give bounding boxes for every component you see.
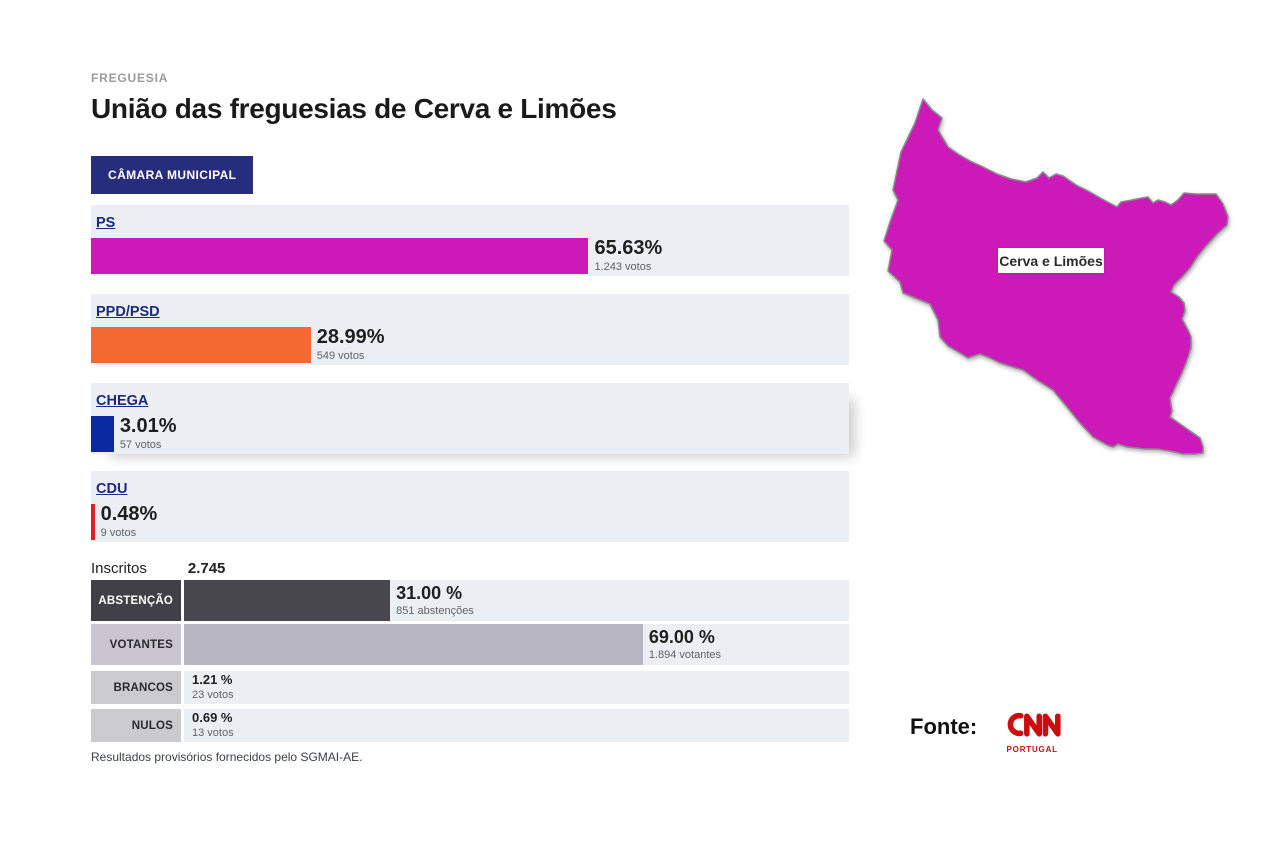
party-vote-bar: [91, 238, 588, 274]
party-votes: 1.243 votos: [594, 261, 652, 274]
inscritos-value: 2.745: [187, 560, 226, 577]
turnout-row-nulos: [91, 709, 849, 742]
kicker-label: FREGUESIA: [91, 71, 169, 85]
party-pct: 65.63%: [594, 237, 663, 260]
party-link-ps[interactable]: PS: [96, 215, 116, 231]
source-label: Fonte:: [910, 714, 978, 739]
turnout-pct: 31.00 %: [396, 582, 463, 603]
party-pct: 28.99%: [316, 326, 385, 349]
freguesia-map: [880, 90, 1272, 470]
turnout-detail: 23 votos: [192, 689, 234, 702]
map-region-shape[interactable]: [880, 90, 1272, 470]
party-vote-bar: [91, 416, 114, 452]
turnout-row-label: BRANCOS: [91, 671, 181, 704]
party-votes: 549 votos: [316, 350, 365, 363]
party-card-ps: [91, 205, 849, 276]
turnout-pct: 69.00 %: [648, 626, 715, 647]
party-pct: 3.01%: [119, 415, 177, 438]
party-vote-bar: [91, 504, 95, 540]
party-link-cdu[interactable]: CDU: [96, 481, 128, 497]
party-card-cdu: [91, 471, 849, 542]
party-votes: 9 votos: [100, 527, 137, 540]
turnout-row-abstencao: [91, 580, 849, 621]
page-title: União das freguesias de Cerva e Limões: [91, 93, 617, 124]
cnn-portugal-logo-text: PORTUGAL: [1006, 745, 1058, 754]
party-card-chega: [91, 383, 849, 454]
turnout-bar: [184, 624, 643, 665]
turnout-detail: 1.894 votantes: [648, 648, 722, 661]
turnout-row-votantes: [91, 624, 849, 665]
inscritos-row: [91, 560, 849, 577]
cnn-portugal-logo-icon: [1001, 708, 1063, 754]
results-footnote: Resultados provisórios fornecidos pelo SGMAI-AE.: [91, 750, 363, 764]
inscritos-label: Inscritos: [91, 560, 147, 577]
turnout-row-brancos: [91, 671, 849, 704]
tab-camara-municipal[interactable]: CÂMARA MUNICIPAL: [91, 156, 253, 194]
party-vote-bar: [91, 327, 311, 363]
turnout-detail: 851 abstenções: [396, 604, 474, 617]
results-panel: [91, 71, 849, 764]
turnout-pct: 0.69 %: [192, 710, 233, 726]
map-region-label: Cerva e Limões: [998, 248, 1104, 273]
turnout-row-label: NULOS: [91, 709, 181, 742]
party-pct: 0.48%: [100, 503, 158, 526]
party-card-ppd-psd: [91, 294, 849, 365]
party-link-chega[interactable]: CHEGA: [96, 393, 149, 409]
turnout-bar: [184, 580, 390, 621]
party-link-ppd-psd[interactable]: PPD/PSD: [96, 304, 160, 320]
turnout-row-label: VOTANTES: [91, 624, 181, 665]
turnout-row-label: ABSTENÇÃO: [91, 580, 181, 621]
turnout-detail: 13 votos: [192, 727, 234, 740]
turnout-pct: 1.21 %: [192, 672, 233, 688]
source-row: [910, 714, 1063, 754]
party-votes: 57 votos: [119, 439, 162, 452]
